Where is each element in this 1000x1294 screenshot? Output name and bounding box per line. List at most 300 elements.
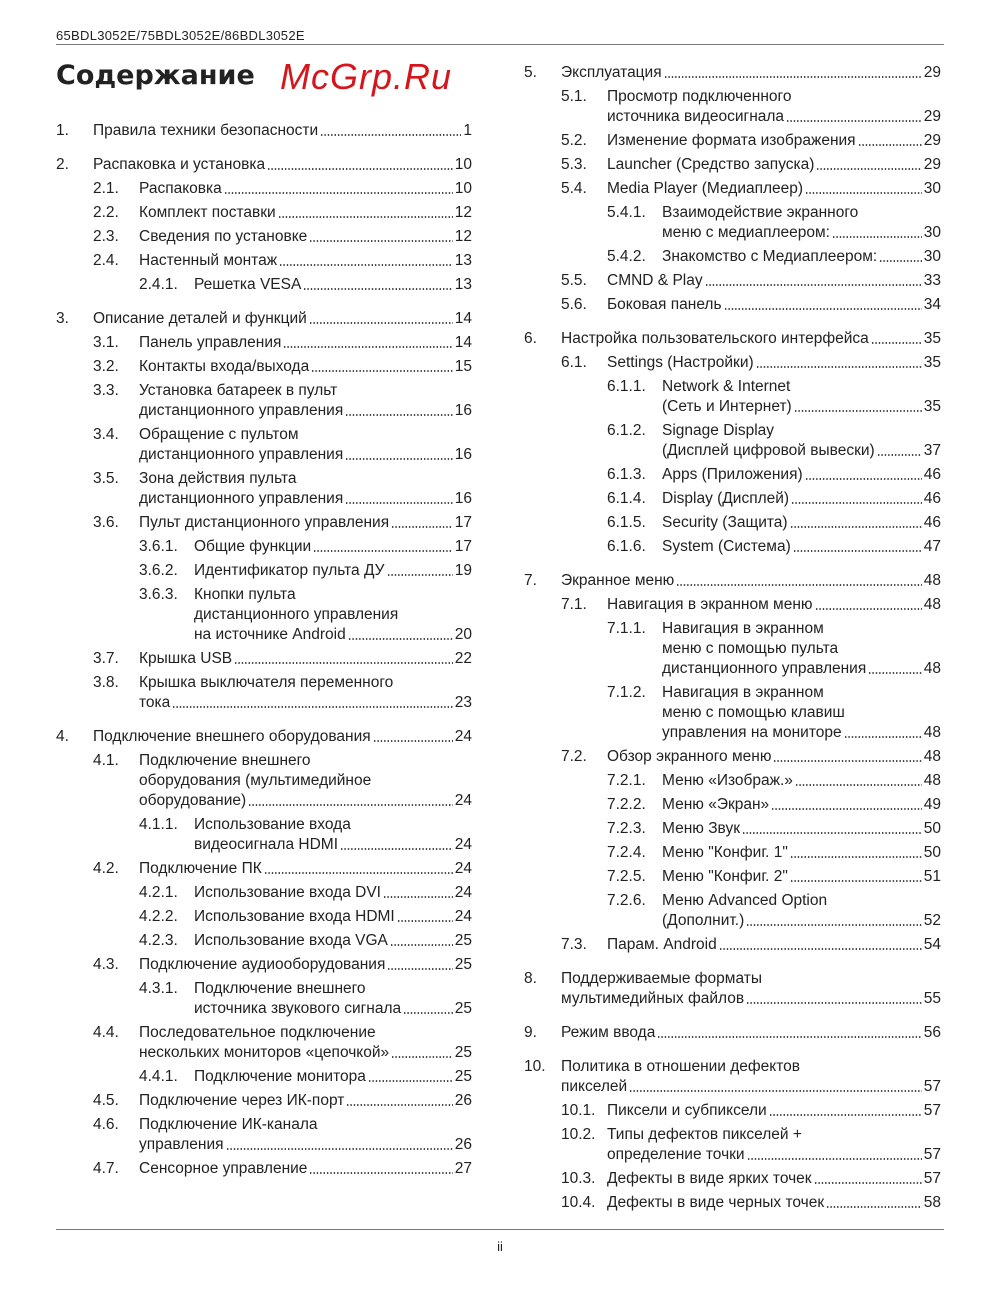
toc-entry-last-line [561,571,941,591]
toc-entry-last-line [607,131,941,151]
toc-entry-body [662,843,941,863]
toc-entry-page: 24 [454,836,472,853]
toc-entry[interactable] [56,815,472,855]
toc-entry[interactable] [524,747,941,767]
toc-entry-title-line: Взаимодействие экранного [662,204,859,221]
toc-entry-title-line: Настенный монтаж [139,252,278,269]
toc-entry[interactable] [56,333,472,353]
toc-entry-body [662,513,941,533]
toc-entry-page: 14 [454,334,472,351]
toc-entry[interactable] [524,87,941,127]
toc-entry[interactable] [56,1115,472,1155]
toc-entry-number: 4.4.1. [139,1068,178,1085]
toc-entry-last-line [607,353,941,373]
toc-entry[interactable] [524,771,941,791]
toc-entry[interactable] [56,1159,472,1179]
toc-entry[interactable] [524,295,941,315]
toc-entry-body [607,87,941,127]
toc-entry-body [194,815,472,855]
toc-entry-title-line: Подключение внешнего [139,752,311,769]
toc-entry-last-line [139,1159,472,1179]
toc-entry[interactable] [56,357,472,377]
toc-entry-body [662,377,941,417]
toc-entry-title-line: видеосигнала HDMI [194,836,338,853]
toc-entry[interactable] [56,673,472,713]
toc-entry[interactable] [56,907,472,927]
toc-entry-number: 3.2. [93,358,119,375]
toc-entry-last-line [662,867,941,887]
dot-leader [397,920,453,922]
dot-leader [172,706,452,708]
toc-entry-last-line [139,445,472,465]
toc-entry[interactable] [524,891,941,931]
toc-entry-page: 25 [454,956,472,973]
toc-entry-body [139,469,472,509]
toc-entry[interactable] [56,275,472,295]
toc-entry-body [607,1101,941,1121]
toc-entry-body [607,747,941,767]
toc-entry-last-line [139,1091,472,1111]
toc-entry[interactable] [56,1091,472,1111]
toc-entry-number: 5.4.2. [607,248,646,265]
toc-entry-body [93,155,472,175]
toc-entry-title-line: Общие функции [194,538,312,555]
toc-entry[interactable] [56,751,472,811]
toc-entry-title-line: System (Система) [662,538,791,555]
toc-entry-last-line [194,1067,472,1087]
toc-entry-title-line: Security (Защита) [662,514,788,531]
toc-entry-number: 8. [524,970,537,987]
dot-leader [790,856,922,858]
toc-entry-body [662,867,941,887]
toc-entry-number: 6. [524,330,537,347]
toc-entry[interactable] [56,537,472,557]
toc-entry-title-line: Распаковка и установка [93,156,266,173]
toc-entry[interactable] [524,377,941,417]
toc-entry-page: 29 [923,64,941,81]
toc-entry-body [607,1169,941,1189]
toc-section [56,727,472,1179]
toc-entry[interactable] [524,1057,941,1097]
toc-entry-number: 7.2.4. [607,844,646,861]
toc-entry-body [662,795,941,815]
toc-entry[interactable] [56,203,472,223]
toc-entry-body [93,121,472,141]
toc-entry-page: 12 [454,228,472,245]
toc-entry-title-line: Подключение ПК [139,860,262,877]
toc-entry-last-line [93,309,472,329]
toc-entry-number: 4.2. [93,860,119,877]
toc-entry[interactable] [524,203,941,243]
toc-entry-page: 54 [923,936,941,953]
dot-leader [348,638,453,640]
toc-entry-page: 17 [454,514,472,531]
toc-entry-title-line: Меню Звук [662,820,740,837]
toc-entry-title-line: дистанционного управления [662,660,867,677]
toc-entry[interactable] [524,1125,941,1165]
toc-entry-body [194,1067,472,1087]
toc-entry[interactable] [524,595,941,615]
toc-entry[interactable] [524,1101,941,1121]
toc-entry[interactable] [524,489,941,509]
toc-entry[interactable] [524,179,941,199]
toc-entry-body [607,295,941,315]
toc-entry[interactable] [56,561,472,581]
toc-entry[interactable] [524,465,941,485]
toc-entry-title-line: Launcher (Средство запуска) [607,156,815,173]
dot-leader [746,1002,922,1004]
toc-entry-title-line: Меню «Изображ.» [662,772,793,789]
toc-entry-last-line [662,911,941,931]
toc-section [524,1057,941,1213]
toc-entry-title-line: Поддерживаемые форматы [561,970,762,987]
toc-entry-title-line: Signage Display [662,422,775,439]
toc-entry-title-line: управления [139,1136,224,1153]
toc-entry[interactable] [56,251,472,271]
toc-entry-title-line: мультимедийных файлов [561,990,745,1007]
toc-entry[interactable] [524,1169,941,1189]
toc-entry-page: 55 [923,990,941,1007]
toc-entry[interactable] [56,227,472,247]
toc-entry-title-line: Настройка пользовательского интерфейса [561,330,869,347]
toc-entry-page: 13 [454,252,472,269]
toc-entry[interactable] [524,935,941,955]
toc-entry-page: 24 [454,884,472,901]
toc-entry-title-line: Крышка USB [139,650,233,667]
toc-entry-page: 56 [923,1024,941,1041]
toc-entry-page: 51 [923,868,941,885]
toc-entry-last-line [607,155,941,175]
toc-entry-title-line: меню с помощью клавиш [662,704,845,721]
toc-entry[interactable] [56,727,472,747]
toc-entry-page: 46 [923,490,941,507]
dot-leader [747,1158,922,1160]
toc-entry-last-line [139,203,472,223]
toc-entry[interactable] [56,883,472,903]
toc-entry[interactable] [56,955,472,975]
toc-entry-body [139,859,472,879]
toc-entry-last-line [194,625,472,645]
dot-leader [309,240,452,242]
dot-leader [771,808,922,810]
toc-entry-page: 14 [454,310,472,327]
toc-entry-body [194,561,472,581]
toc-entry-body [561,969,941,1009]
toc-entry-number: 10.3. [561,1170,596,1187]
dot-leader [773,760,921,762]
toc-entry-number: 3.4. [93,426,119,443]
toc-entry-number: 2. [56,156,69,173]
toc-entry-body [194,883,472,903]
toc-entry-title-line: CMND & Play [607,272,703,289]
dot-leader [248,804,453,806]
toc-entry-title-line: Подключение ИК-канала [139,1116,318,1133]
toc-entry-page: 46 [923,466,941,483]
toc-entry[interactable] [524,63,941,83]
toc-entry-last-line [139,227,472,247]
toc-entry-title-line: (Дисплей цифровой вывески) [662,442,875,459]
toc-entry[interactable] [524,421,941,461]
toc-entry[interactable] [524,271,941,291]
toc-entry-page: 50 [923,844,941,861]
toc-entry-title-line: Использование входа DVI [194,884,381,901]
toc-entry-title-line: дистанционного управления [139,490,344,507]
toc-entry-number: 7.1. [561,596,587,613]
toc-column-left [56,121,472,1193]
dot-leader [805,478,922,480]
toc-entry-page: 22 [454,650,472,667]
toc-entry-number: 3. [56,310,69,327]
toc-entry-last-line [607,595,941,615]
toc-entry[interactable] [524,843,941,863]
toc-entry[interactable] [524,795,941,815]
toc-section [524,571,941,955]
toc-entry-body [662,819,941,839]
toc-entry-body [194,537,472,557]
toc-entry[interactable] [56,979,472,1019]
toc-entry-number: 7.2.3. [607,820,646,837]
toc-entry-title-line: Установка батареек в пульт [139,382,338,399]
toc-entry[interactable] [524,571,941,591]
toc-entry[interactable] [56,859,472,879]
dot-leader [383,896,453,898]
dot-leader [791,502,922,504]
toc-entry-last-line [662,397,941,417]
toc-entry-title-line: дистанционного управления [139,402,344,419]
toc-entry[interactable] [524,1193,941,1213]
dot-leader [746,924,922,926]
dot-leader [309,322,453,324]
toc-entry-page: 1 [463,122,472,139]
toc-entry-last-line [662,513,941,533]
dot-leader [790,880,922,882]
toc-entry-title-line: Пульт дистанционного управления [139,514,390,531]
toc-entry-title-line: меню с помощью пульта [662,640,839,657]
toc-entry[interactable] [524,513,941,533]
toc-entry-page: 49 [923,796,941,813]
toc-entry[interactable] [524,247,941,267]
toc-entry-title-line: Режим ввода [561,1024,656,1041]
toc-entry-title-line: определение точки [607,1146,745,1163]
toc-entry[interactable] [56,585,472,645]
toc-entry-body [139,1091,472,1111]
toc-entry-body [662,421,941,461]
dot-leader [795,784,922,786]
toc-entry-page: 58 [923,1194,941,1211]
toc-entry[interactable] [524,1023,941,1043]
toc-entry-page: 12 [454,204,472,221]
toc-entry-title-line: Навигация в экранном [662,684,824,701]
toc-entry-number: 5.1. [561,88,587,105]
toc-entry-body [662,683,941,743]
toc-entry[interactable] [524,683,941,743]
toc-entry[interactable] [524,155,941,175]
toc-entry[interactable] [524,819,941,839]
toc-entry-last-line [561,989,941,1009]
toc-entry-last-line [139,1135,472,1155]
toc-entry-body [194,979,472,1019]
dot-leader [815,608,922,610]
toc-entry-page: 26 [454,1092,472,1109]
toc-entry[interactable] [524,353,941,373]
toc-entry-title-line: Сенсорное управление [139,1160,308,1177]
toc-entry[interactable] [56,513,472,533]
toc-column-right [524,63,941,1227]
toc-entry[interactable] [56,179,472,199]
toc-entry[interactable] [56,1067,472,1087]
toc-entry-last-line [607,295,941,315]
dot-leader [303,288,452,290]
toc-entry-body [139,673,472,713]
toc-entry-title-line: Сведения по установке [139,228,308,245]
toc-entry-number: 7.2. [561,748,587,765]
toc-entry-number: 2.4. [93,252,119,269]
toc-entry-last-line [139,693,472,713]
toc-entry-body [561,329,941,349]
toc-entry-title-line: Навигация в экранном меню [607,596,813,613]
dot-leader [313,550,453,552]
toc-entry[interactable] [524,131,941,151]
toc-entry-page: 25 [454,932,472,949]
toc-entry[interactable] [524,867,941,887]
dot-leader [756,366,922,368]
toc-entry-title-line: Зона действия пульта [139,470,297,487]
dot-leader [267,168,453,170]
toc-entry[interactable] [56,469,472,509]
toc-entry-page: 52 [923,912,941,929]
toc-entry-title-line: Идентификатор пульта ДУ [194,562,385,579]
toc-entry-title-line: Подключение аудиооборудования [139,956,386,973]
toc-entry[interactable] [56,1023,472,1063]
toc-entry-page: 29 [923,108,941,125]
toc-entry[interactable] [56,425,472,465]
toc-entry-last-line [139,1043,472,1063]
toc-entry[interactable] [56,121,472,141]
toc-entry-last-line [139,179,472,199]
toc-entry-body [607,353,941,373]
toc-entry-page: 35 [923,330,941,347]
toc-entry-body [607,179,941,199]
toc-entry-last-line [139,791,472,811]
toc-entry-body [561,63,941,83]
dot-leader [664,76,922,78]
toc-entry-page: 10 [454,156,472,173]
toc-entry-number: 6.1.4. [607,490,646,507]
toc-entry-title-line: пикселей [561,1078,628,1095]
toc-entry-title-line: Использование входа VGA [194,932,388,949]
page-title: Содержание [56,60,255,91]
toc-entry-number: 6.1.6. [607,538,646,555]
toc-entry[interactable] [56,309,472,329]
toc-entry-title-line: источника звукового сигнала [194,1000,402,1017]
toc-entry-page: 48 [923,748,941,765]
toc-entry-title-line: Меню "Конфиг. 1" [662,844,788,861]
toc-entry-page: 48 [923,772,941,789]
toc-entry-last-line [194,931,472,951]
toc-entry-number: 7.2.6. [607,892,646,909]
toc-entry[interactable] [56,381,472,421]
toc-entry-last-line [662,465,941,485]
toc-entry-last-line [93,155,472,175]
dot-leader [742,832,922,834]
toc-entry-body [662,891,941,931]
toc-entry[interactable] [56,649,472,669]
toc-entry-page: 27 [454,1160,472,1177]
toc-entry-body [139,1159,472,1179]
toc-entry-title-line: Подключение внешнего [194,980,366,997]
toc-entry-last-line [607,1193,941,1213]
footer-divider [56,1229,944,1230]
dot-leader [345,458,453,460]
header-model: 65BDL3052E/75BDL3052E/86BDL3052E [56,28,944,45]
dot-leader [769,1114,922,1116]
toc-entry[interactable] [56,155,472,175]
toc-entry-number: 5.5. [561,272,587,289]
toc-entry-number: 7.2.5. [607,868,646,885]
toc-entry-number: 3.6.3. [139,586,178,603]
toc-entry-last-line [662,659,941,679]
toc-entry[interactable] [56,931,472,951]
dot-leader [264,872,453,874]
toc-section [56,309,472,713]
toc-entry-page: 26 [454,1136,472,1153]
toc-entry-title-line: Изменение формата изображения [607,132,856,149]
toc-entry-body [139,1023,472,1063]
toc-entry[interactable] [524,537,941,557]
toc-entry-last-line [194,883,472,903]
toc-entry-page: 57 [923,1102,941,1119]
toc-entry-last-line [139,357,472,377]
toc-entry[interactable] [524,619,941,679]
toc-entry-last-line [194,561,472,581]
toc-entry-number: 4.7. [93,1160,119,1177]
toc-entry-number: 2.3. [93,228,119,245]
toc-entry-page: 17 [454,538,472,555]
toc-entry-page: 25 [454,1000,472,1017]
toc-entry-page: 46 [923,514,941,531]
toc-entry-number: 4.3.1. [139,980,178,997]
toc-entry-number: 5.4. [561,180,587,197]
toc-entry-number: 4.2.3. [139,932,178,949]
toc-entry-number: 4.1. [93,752,119,769]
toc-entry-number: 7. [524,572,537,589]
toc-entry-last-line [139,251,472,271]
toc-entry-page: 48 [923,572,941,589]
toc-entry-number: 6.1.5. [607,514,646,531]
toc-entry-last-line [662,441,941,461]
toc-entry-number: 4.6. [93,1116,119,1133]
dot-leader [391,526,453,528]
dot-leader [724,308,922,310]
toc-entry-number: 4.2.1. [139,884,178,901]
dot-leader [345,502,453,504]
toc-entry-title-line: Описание деталей и функций [93,310,307,327]
dot-leader [786,120,922,122]
toc-entry-body [139,227,472,247]
toc-entry-page: 30 [923,248,941,265]
toc-entry-title-line: Меню "Конфиг. 2" [662,868,788,885]
toc-entry-number: 5.6. [561,296,587,313]
dot-leader [311,370,453,372]
toc-entry[interactable] [524,329,941,349]
toc-entry-number: 5.3. [561,156,587,173]
toc-entry-page: 16 [454,402,472,419]
toc-entry-page: 48 [923,596,941,613]
toc-entry[interactable] [524,969,941,1009]
toc-entry-title-line: Контакты входа/выхода [139,358,310,375]
toc-entry-number: 3.6.2. [139,562,178,579]
toc-entry-last-line [607,1169,941,1189]
